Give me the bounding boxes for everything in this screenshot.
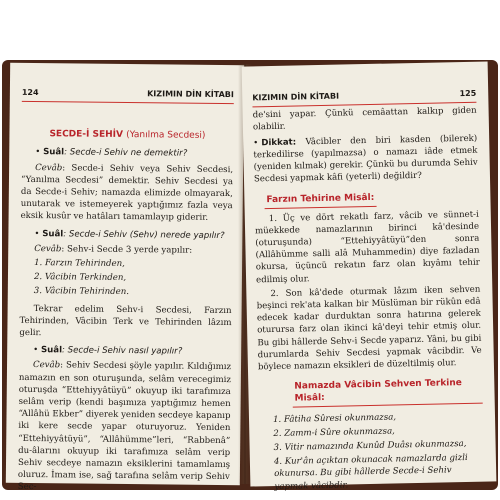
list-vacib-terki [259, 409, 485, 493]
question-3: • Suâl: Secde-i Sehiv nasıl yapılır? [33, 345, 183, 357]
paragraph-repeat: Tekrar edelim Sehv-i Secdesi, Farzın Tehirinden, Vâcibin Terk ve Tehirinden lâzım gelir. [19, 303, 232, 339]
left-page-header [22, 87, 234, 104]
heading-vacib-terki: Namazda Vâcibin Sehven Terkine Misâl: [292, 377, 483, 407]
left-page [6, 63, 244, 493]
list-item: 4. Kur'ân açıktan okunacak namazlarda gizli okunursa. Bu gibi hâllerde Secde-i Sehiv yapmak vâcibdir. [273, 453, 468, 492]
dikkat-note: • Dikkat: Vâcibler den biri kasden (bilerek) terkedilirse (yapılmazsa) o namazı iâde etmek (yeniden kılmak) gerekir. Çünkü bu durumda Sehiv Secdesi yapmak kâfi (yeterli) değildir? [253, 133, 478, 185]
answer-1: Cevâb: Secde-i Sehiv veya Sehiv Secdesi, “Yanılma Secdesi” demektir. Sehiv Secdesi ya da Secde-i Sehiv; namazda elimizde olmayarak, unutarak ve istemeyerek yaptığımız fazla veya eksik kusûr ve hatâları tamamlayıp giderir. [20, 162, 234, 224]
heading-farz-tehiri: Farzın Tehirine Misâl: [264, 192, 376, 209]
question-2: • Suâl: Secde-i Sehiv (Sehv) nerede yapılır? [34, 228, 225, 241]
running-title: KIZIMIN DİN KİTABI [252, 91, 340, 103]
list-item: 1. Fâtiha Sûresi okunmazsa, [272, 412, 397, 425]
paragraph-item-1: 1. Üç ve dört rekatlı farz, vâcib ve sünnet-i müekkede namazlarının birinci kâ'desinde (oturuşunda) “Ettehiyyâtüyü”den sonra (Allâhümme salli alâ Muhammedin) diye fazladan okursa, üçüncü rekatın farz olan kıyâmı tehir edilmiş olur. [254, 209, 480, 286]
list-item: 2. Vâcibin Terkinden, [33, 272, 127, 284]
right-page [242, 61, 497, 492]
list-item: 2. Zamm-i Sûre okunmazsa, [273, 426, 395, 439]
answer-3: Cevâb: Sehiv Secdesi şöyle yapılır. Kıldığımız namazın en son oturuşunda, selâm verecegimiz oturuşda “Ettehiyyâtüyü” okuyup iki tarafımıza selâm verip (kendi başımıza yaptığımız hemen “Allâhü Ekber” diyerek yeniden secdeye kapanıp iki kere secde yapar oturuyoruz. Yeniden “Ettehiyyâtüyü”, “Allâhümme”leri, “Rabbenâ” du-âlarını okuyup iki tarafımıza selâm verip Sehiv secdeye namazın eksiklerini tamamlamış oluruz. İmam ise, sağ tarafına selâm verip Sehiv Sec- [17, 360, 232, 493]
list-item: 3. Vâcibin Tehirinden. [33, 286, 130, 298]
section-title: SECDE-İ SEHİV (Yanılma Secdesi) [49, 129, 206, 142]
paragraph-top: de'sini yapar. Çünkü cemâattan kalkıp giden olabilir. [252, 105, 477, 133]
page-number: 125 [459, 88, 477, 99]
list-item: 3. Vitir namazında Kunûd Duâsı okunmazsa, [273, 439, 467, 454]
running-title: KIZIMIN DİN KİTABI [147, 89, 234, 100]
paragraph-item-2: 2. Son kâ'dede oturmak lâzım iken sehven beşinci rek'ata kalkan bir Müslüman bir rükûn edâ edecek kadar durduktan sonra hatırına gelerek oturursa farz olan ikinci kâ'deyi tehir etmiş olur. Bu gibi hâllerde Sehv-i Secde yaparız. Yâni, bu gibi durumlarda Sehiv Secdesi yapmak vâcibdir. Ve böylece namazın eksikleri de düzeltilmiş olur. [256, 284, 482, 373]
question-1: • Suâl: Secde-i Sehiv ne demektir? [35, 147, 188, 160]
list-item: 1. Farzın Tehirinden, [34, 258, 125, 270]
page-number: 124 [21, 87, 39, 98]
list-sehiv-places [20, 257, 232, 300]
answer-2: Cevâb: Sehv-i Secde 3 yerde yapılır: [34, 243, 193, 256]
